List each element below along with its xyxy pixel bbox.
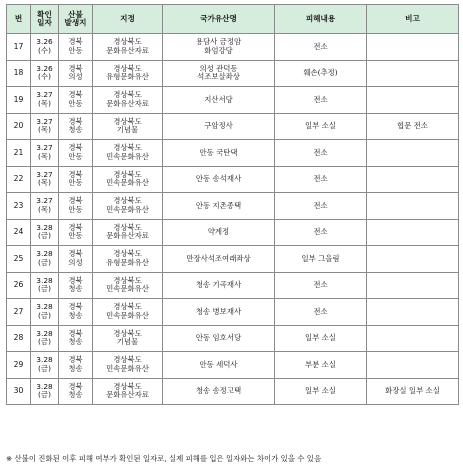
cell-heritage: 안동 임호서당 (163, 325, 275, 352)
cell-remarks (367, 87, 459, 114)
cell-heritage: 청송 병보재사 (163, 299, 275, 326)
cell-damage: 일부 그을림 (275, 246, 367, 273)
table-header-row (7, 5, 459, 34)
cell-damage: 일부 소실 (275, 378, 367, 405)
cell-damage: 전소 (275, 219, 367, 246)
header-designation: 지정 (93, 5, 163, 34)
cell-designation: 경상북도 문화유산자료 (93, 219, 163, 246)
cell-no: 28 (7, 325, 31, 352)
cell-remarks (367, 325, 459, 352)
cell-designation: 경상북도 민속문화유산 (93, 140, 163, 167)
cell-fire-origin: 경북 안동 (59, 87, 93, 114)
header-heritage: 국가유산명 (163, 5, 275, 34)
header-no: 번 (7, 5, 31, 34)
cell-date: 3.27 (목) (31, 113, 59, 140)
table-body (7, 34, 459, 405)
cell-designation: 경상북도 기념물 (93, 113, 163, 140)
cell-heritage: 구암정사 (163, 113, 275, 140)
cell-no: 30 (7, 378, 31, 405)
cell-date: 3.28 (금) (31, 352, 59, 379)
table-row (7, 352, 459, 379)
cell-remarks: 협문 전소 (367, 113, 459, 140)
header-fire-origin: 산불 발생지 (59, 5, 93, 34)
cell-damage: 전소 (275, 299, 367, 326)
table-row (7, 113, 459, 140)
cell-heritage: 안동 세덕사 (163, 352, 275, 379)
table-row (7, 140, 459, 167)
cell-designation: 경상북도 민속문화유산 (93, 166, 163, 193)
cell-heritage: 안동 국탄댁 (163, 140, 275, 167)
cell-date: 3.26 (수) (31, 60, 59, 87)
table-row (7, 378, 459, 405)
cell-no: 22 (7, 166, 31, 193)
cell-remarks (367, 166, 459, 193)
table-row (7, 193, 459, 220)
cell-no: 19 (7, 87, 31, 114)
heritage-damage-table (6, 4, 459, 405)
cell-date: 3.28 (금) (31, 219, 59, 246)
cell-date: 3.28 (금) (31, 272, 59, 299)
cell-heritage: 약계정 (163, 219, 275, 246)
cell-date: 3.28 (금) (31, 246, 59, 273)
cell-date: 3.27 (목) (31, 166, 59, 193)
cell-date: 3.28 (금) (31, 299, 59, 326)
cell-date: 3.27 (목) (31, 193, 59, 220)
cell-fire-origin: 경북 청송 (59, 352, 93, 379)
cell-heritage: 의성 관덕동 석조보살좌상 (163, 60, 275, 87)
cell-damage: 부분 소실 (275, 352, 367, 379)
cell-no: 17 (7, 34, 31, 61)
cell-designation: 경상북도 문화유산자료 (93, 34, 163, 61)
cell-designation: 경상북도 유형문화유산 (93, 60, 163, 87)
cell-fire-origin: 경북 청송 (59, 325, 93, 352)
cell-designation: 경상북도 민속문화유산 (93, 272, 163, 299)
footnote: ※ 산불이 진화된 이후 피해 여부가 확인된 일자로, 실제 피해를 입은 일자와는 차이가 있을 수 있음 (6, 454, 322, 463)
cell-heritage: 지산서당 (163, 87, 275, 114)
cell-date: 3.27 (목) (31, 140, 59, 167)
table-row (7, 87, 459, 114)
cell-fire-origin: 경북 의성 (59, 60, 93, 87)
header-date: 확인 일자 (31, 5, 59, 34)
cell-date: 3.28 (금) (31, 325, 59, 352)
cell-no: 29 (7, 352, 31, 379)
cell-heritage: 용담사 금정암 화엄강당 (163, 34, 275, 61)
cell-remarks (367, 140, 459, 167)
cell-remarks (367, 299, 459, 326)
cell-fire-origin: 경북 의성 (59, 246, 93, 273)
cell-heritage: 안동 지촌종택 (163, 193, 275, 220)
cell-no: 25 (7, 246, 31, 273)
cell-fire-origin: 경북 청송 (59, 113, 93, 140)
cell-remarks (367, 219, 459, 246)
cell-remarks (367, 272, 459, 299)
cell-remarks (367, 246, 459, 273)
cell-fire-origin: 경북 청송 (59, 378, 93, 405)
cell-fire-origin: 경북 안동 (59, 219, 93, 246)
header-damage: 피해내용 (275, 5, 367, 34)
cell-date: 3.26 (수) (31, 34, 59, 61)
cell-fire-origin: 경북 안동 (59, 34, 93, 61)
table-row (7, 34, 459, 61)
cell-damage: 전소 (275, 87, 367, 114)
cell-fire-origin: 경북 청송 (59, 299, 93, 326)
cell-damage: 일부 소실 (275, 113, 367, 140)
cell-damage: 전소 (275, 193, 367, 220)
cell-designation: 경상북도 민속문화유산 (93, 352, 163, 379)
cell-date: 3.28 (금) (31, 378, 59, 405)
cell-designation: 경상북도 민속문화유산 (93, 299, 163, 326)
cell-fire-origin: 경북 청송 (59, 272, 93, 299)
cell-damage: 전소 (275, 140, 367, 167)
cell-damage: 전소 (275, 34, 367, 61)
cell-no: 18 (7, 60, 31, 87)
cell-no: 24 (7, 219, 31, 246)
cell-heritage: 안동 송석재사 (163, 166, 275, 193)
cell-designation: 경상북도 문화유산자료 (93, 87, 163, 114)
cell-designation: 경상북도 유형문화유산 (93, 246, 163, 273)
cell-no: 21 (7, 140, 31, 167)
cell-remarks (367, 34, 459, 61)
cell-fire-origin: 경북 안동 (59, 166, 93, 193)
cell-designation: 경상북도 문화유산자료 (93, 378, 163, 405)
cell-damage: 전소 (275, 166, 367, 193)
table-row (7, 246, 459, 273)
table-row (7, 272, 459, 299)
cell-no: 26 (7, 272, 31, 299)
table-row (7, 166, 459, 193)
cell-remarks (367, 60, 459, 87)
cell-designation: 경상북도 민속문화유산 (93, 193, 163, 220)
cell-remarks: 화장실 일부 소실 (367, 378, 459, 405)
cell-heritage: 청송 기곡재사 (163, 272, 275, 299)
cell-no: 27 (7, 299, 31, 326)
table-row (7, 219, 459, 246)
cell-heritage: 만장사석조여래좌상 (163, 246, 275, 273)
table-row (7, 325, 459, 352)
cell-damage: 훼손(추정) (275, 60, 367, 87)
cell-no: 20 (7, 113, 31, 140)
cell-designation: 경상북도 기념물 (93, 325, 163, 352)
cell-fire-origin: 경북 안동 (59, 193, 93, 220)
cell-remarks (367, 193, 459, 220)
cell-date: 3.27 (목) (31, 87, 59, 114)
cell-no: 23 (7, 193, 31, 220)
cell-remarks (367, 352, 459, 379)
header-remarks: 비고 (367, 5, 459, 34)
cell-fire-origin: 경북 안동 (59, 140, 93, 167)
table-row (7, 299, 459, 326)
cell-damage: 전소 (275, 272, 367, 299)
cell-heritage: 청송 송정고택 (163, 378, 275, 405)
cell-damage: 일부 소실 (275, 325, 367, 352)
table-row (7, 60, 459, 87)
